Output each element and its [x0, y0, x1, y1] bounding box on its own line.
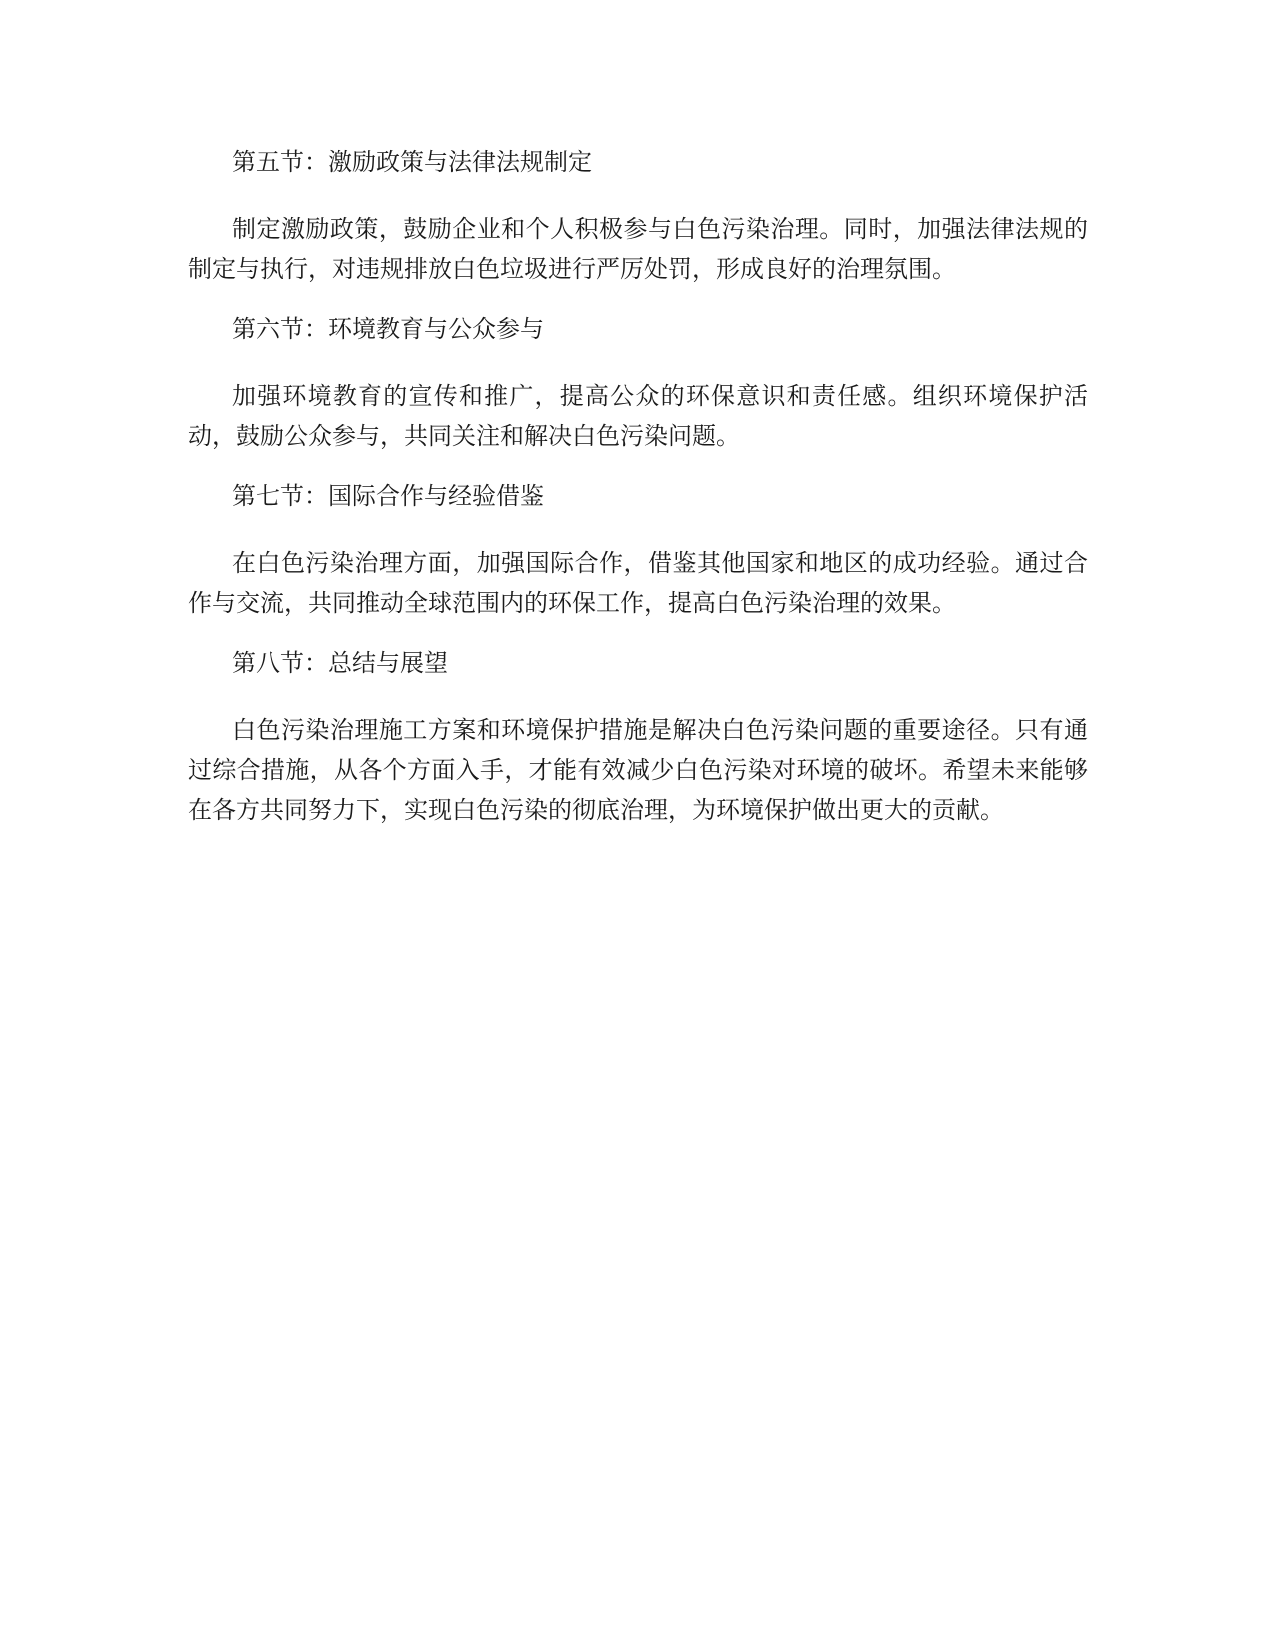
section-5 — [188, 146, 1088, 289]
section-paragraph: 在白色污染治理方面，加强国际合作，借鉴其他国家和地区的成功经验。通过合作与交流，共同推动全球范围内的环保工作，提高白色污染治理的效果。 — [188, 549, 1088, 617]
section-6 — [188, 313, 1088, 456]
section-heading: 第六节：环境教育与公众参与 — [232, 315, 544, 343]
document-body — [188, 146, 1088, 854]
section-heading: 第五节：激励政策与法律法规制定 — [232, 148, 592, 176]
section-heading: 第八节：总结与展望 — [232, 649, 448, 677]
section-paragraph: 加强环境教育的宣传和推广，提高公众的环保意识和责任感。组织环境保护活动，鼓励公众参与，共同关注和解决白色污染问题。 — [188, 382, 1088, 450]
section-paragraph: 白色污染治理施工方案和环境保护措施是解决白色污染问题的重要途径。只有通过综合措施，从各个方面入手，才能有效减少白色污染对环境的破坏。希望未来能够在各方共同努力下，实现白色污染的彻底治理，为环境保护做出更大的贡献。 — [188, 716, 1088, 824]
section-7 — [188, 480, 1088, 623]
section-paragraph: 制定激励政策，鼓励企业和个人积极参与白色污染治理。同时，加强法律法规的制定与执行，对违规排放白色垃圾进行严厉处罚，形成良好的治理氛围。 — [188, 215, 1088, 283]
section-8 — [188, 647, 1088, 830]
section-heading: 第七节：国际合作与经验借鉴 — [232, 482, 544, 510]
